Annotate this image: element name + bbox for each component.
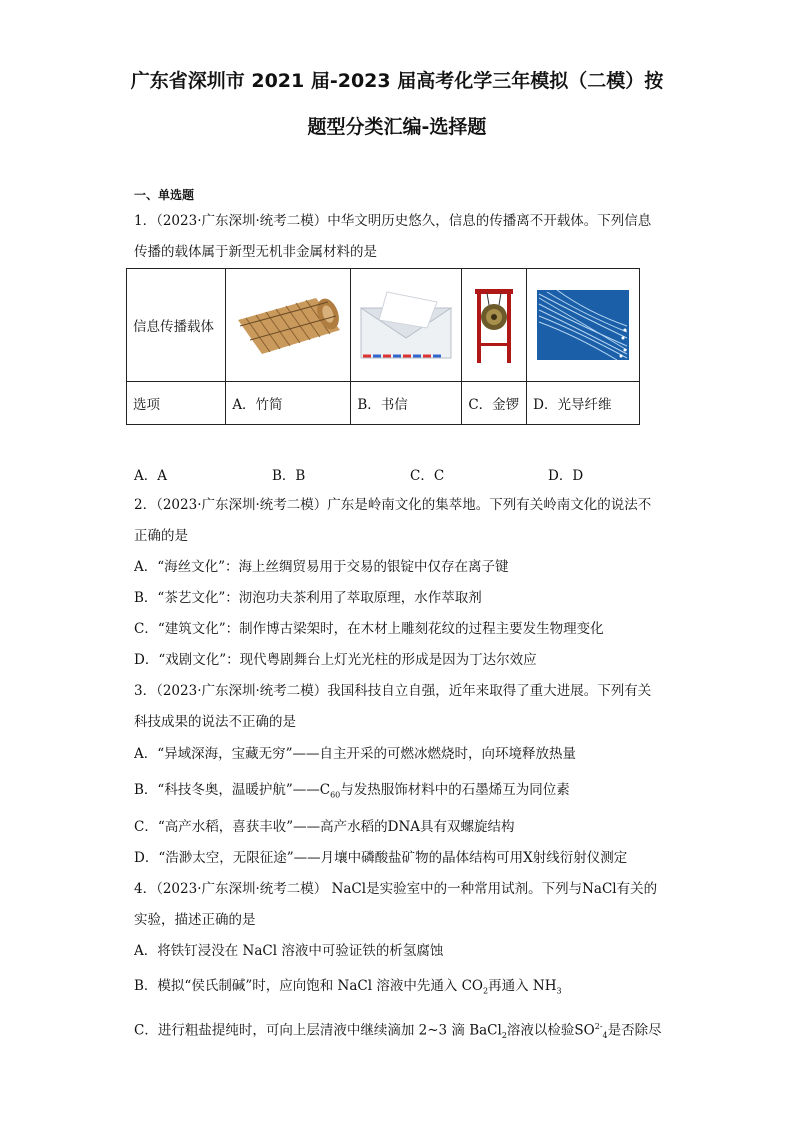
- q1-choice-b[interactable]: B．B: [272, 468, 306, 484]
- q3-option-b-prefix: B．“科技冬奥，温暖护航”——C: [134, 782, 331, 798]
- q4-option-c-prefix: C．进行粗盐提纯时，可向上层清液中继续滴加 2~3 滴 BaCl: [134, 1022, 502, 1039]
- q4-stem-line1: 4．（2023·广东深圳·统考二模） NaCl是实验室中的一种常用试剂。下列与NaCl有关的: [134, 881, 658, 897]
- q2-stem-line1: 2．（2023·广东深圳·统考二模）广东是岭南文化的集萃地。下列有关岭南文化的说法不: [134, 497, 652, 513]
- gong-image: [462, 269, 527, 382]
- q3-option-d[interactable]: D．“浩渺太空，无限征途”——月壤中磷酸盐矿物的晶体结构可用X射线衍射仪测定: [134, 850, 628, 866]
- q1-option-c-label: C．金锣: [462, 382, 527, 425]
- q4-option-c-mid: 溶液以检验SO: [506, 1022, 595, 1039]
- q2-option-a[interactable]: A．“海丝文化”：海上丝绸贸易用于交易的银锭中仅存在离子键: [134, 559, 509, 575]
- q4-option-c-sub: 2: [501, 1031, 507, 1041]
- q3-option-b[interactable]: [134, 781, 570, 805]
- q1-choice-c[interactable]: C．C: [410, 468, 445, 484]
- q4-option-b-prefix: B．模拟“侯氏制碱”时，应向饱和 NaCl 溶液中先通入 CO: [134, 978, 484, 994]
- q1-stem-line1: 1．（2023·广东深圳·统考二模）中华文明历史悠久，信息的传播离不开载体。下列信息: [134, 213, 652, 229]
- q4-option-b-sub1: 2: [483, 986, 489, 996]
- q3-option-c[interactable]: C．“高产水稻，喜获丰收”——高产水稻的DNA具有双螺旋结构: [134, 819, 515, 835]
- q1-stem-line2: 传播的载体属于新型无机非金属材料的是: [134, 244, 377, 260]
- q1-row2-label: 选项: [127, 382, 226, 425]
- q4-option-c-sup: 2-: [594, 1022, 603, 1031]
- q4-option-c-sub2: 4: [602, 1031, 608, 1041]
- q3-stem-line1: 3．（2023·广东深圳·统考二模）我国科技自立自强，近年来取得了重大进展。下列有关: [134, 683, 652, 699]
- q3-stem-line2: 科技成果的说法不正确的是: [134, 714, 296, 730]
- q1-option-b-label: B．书信: [351, 382, 462, 425]
- optical-fiber-image: [527, 269, 640, 382]
- bamboo-slips-image: [226, 269, 351, 382]
- section-heading: 一、单选题: [134, 188, 195, 202]
- document-title-line2: 题型分类汇编-选择题: [307, 116, 487, 138]
- q2-option-d[interactable]: D．“戏剧文化”：现代粤剧舞台上灯光光柱的形成是因为丁达尔效应: [134, 652, 537, 668]
- q1-option-d-label: D．光导纤维: [527, 382, 640, 425]
- q1-choice-d[interactable]: D．D: [548, 468, 584, 484]
- q4-option-c[interactable]: [134, 1018, 662, 1045]
- q4-option-a[interactable]: A．将铁钉浸没在 NaCl 溶液中可验证铁的析氢腐蚀: [134, 943, 444, 959]
- q4-stem-line2: 实验，描述正确的是: [134, 912, 256, 928]
- q1-option-a-label: A．竹简: [226, 382, 351, 425]
- envelope-image: [351, 269, 462, 382]
- q3-option-b-suffix: 与发热服饰材料中的石墨烯互为同位素: [340, 782, 570, 798]
- q1-row1-label: 信息传播载体: [127, 269, 226, 382]
- q4-option-b-sub2: 3: [556, 986, 562, 996]
- q2-stem-line2: 正确的是: [134, 528, 188, 544]
- q4-option-b-mid: 再通入 NH: [488, 978, 557, 994]
- q3-option-a[interactable]: A．“异域深海，宝藏无穷”——自主开采的可燃冰燃烧时，向环境释放热量: [134, 746, 577, 762]
- q1-table: [126, 268, 640, 425]
- q3-option-b-subscript: 60: [330, 790, 341, 800]
- q4-option-c-suffix: 是否除尽: [607, 1022, 662, 1039]
- q2-option-c[interactable]: C．“建筑文化”：制作博古梁架时，在木材上雕刻花纹的过程主要发生物理变化: [134, 621, 604, 637]
- q2-option-b[interactable]: B．“茶艺文化”：沏泡功夫茶利用了萃取原理，水作萃取剂: [134, 590, 482, 606]
- q4-option-b[interactable]: [134, 977, 562, 1001]
- q1-choice-a[interactable]: A．A: [134, 468, 167, 484]
- document-title-line1: 广东省深圳市 2021 届-2023 届高考化学三年模拟（二模）按: [130, 70, 664, 92]
